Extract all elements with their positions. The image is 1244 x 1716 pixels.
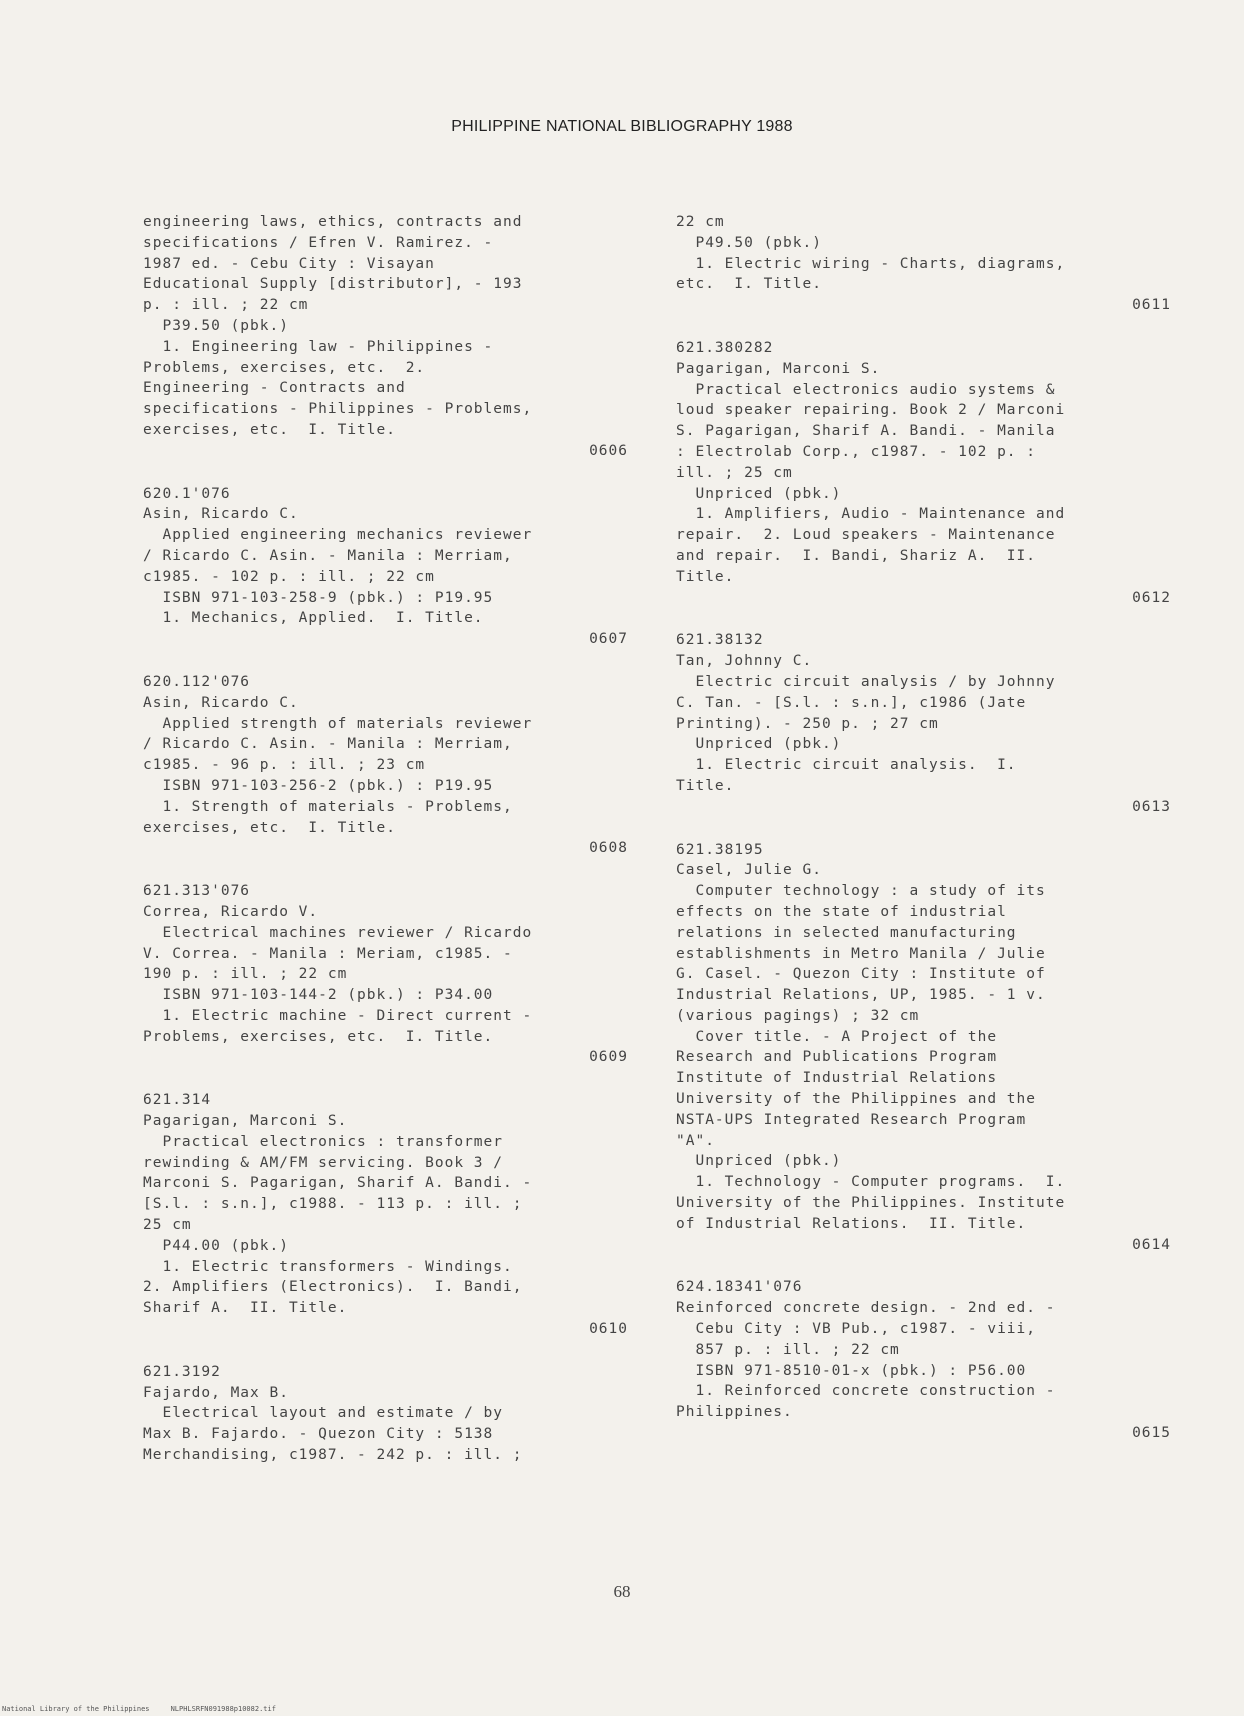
entry-line: Electrical layout and estimate / by <box>143 1405 504 1422</box>
entry-line: University of the Philippines. Institute <box>676 1195 1066 1212</box>
entry-number: 0612 <box>1132 589 1171 606</box>
entry-line: c1985. - 96 p. : ill. ; 23 cm <box>143 757 426 774</box>
entry-line: / Ricardo C. Asin. - Manila : Merriam, <box>143 547 513 564</box>
entry-line: 857 p. : ill. ; 22 cm <box>676 1341 900 1358</box>
entry-number: 0607 <box>589 631 628 648</box>
entry-line: 1. Technology - Computer programs. I. <box>676 1174 1066 1191</box>
bibliography-entry <box>676 840 1171 1256</box>
entry-line: Tan, Johnny C. <box>676 653 813 670</box>
entry-line: 621.38132 <box>676 632 764 649</box>
entry-line: of Industrial Relations. II. Title. <box>676 1215 1027 1232</box>
entry-line: G. Casel. - Quezon City : Institute of <box>676 966 1046 983</box>
entry-line: ISBN 971-8510-01-x (pbk.) : P56.00 <box>676 1362 1027 1379</box>
entry-line: Max B. Fajardo. - Quezon City : 5138 <box>143 1426 494 1443</box>
entry-line: Practical electronics audio systems & <box>676 381 1056 398</box>
entry-line: Unpriced (pbk.) <box>676 1153 842 1170</box>
entry-line: 624.18341'076 <box>676 1279 803 1296</box>
entry-line: Problems, exercises, etc. 2. <box>143 359 426 376</box>
entry-line: C. Tan. - [S.l. : s.n.], c1986 (Jate <box>676 694 1027 711</box>
entry-line: ISBN 971-103-144-2 (pbk.) : P34.00 <box>143 987 494 1004</box>
entry-line: Cebu City : VB Pub., c1987. - viii, <box>676 1321 1037 1338</box>
entry-line: 621.38195 <box>676 841 764 858</box>
entry-line: Reinforced concrete design. - 2nd ed. - <box>676 1300 1056 1317</box>
entry-line: S. Pagarigan, Sharif A. Bandi. - Manila <box>676 423 1056 440</box>
entry-line: Philippines. <box>676 1404 793 1421</box>
entry-line: 22 cm <box>676 214 725 230</box>
entry-line: 1. Mechanics, Applied. I. Title. <box>143 610 484 627</box>
entry-line: Pagarigan, Marconi S. <box>676 360 881 377</box>
right-column <box>676 212 1171 1466</box>
entry-line: establishments in Metro Manila / Julie <box>676 945 1046 962</box>
entry-line: relations in selected manufacturing <box>676 924 1017 941</box>
entry-line: / Ricardo C. Asin. - Manila : Merriam, <box>143 736 513 753</box>
entry-line: Correa, Ricardo V. <box>143 903 319 920</box>
entry-line: specifications / Efren V. Ramirez. - <box>143 234 494 251</box>
bibliography-entry <box>676 212 1171 316</box>
entry-line: ISBN 971-103-258-9 (pbk.) : P19.95 <box>143 589 494 606</box>
entry-line: ISBN 971-103-256-2 (pbk.) : P19.95 <box>143 777 494 794</box>
entry-line: etc. I. Title. <box>676 276 822 293</box>
entry-line: 620.1'076 <box>143 485 231 502</box>
entry-line: 1. Engineering law - Philippines - <box>143 338 494 355</box>
entry-line: Industrial Relations, UP, 1985. - 1 v. <box>676 987 1046 1004</box>
entry-line: 621.380282 <box>676 339 774 356</box>
entry-line: 620.112'076 <box>143 673 251 690</box>
entry-line: engineering laws, ethics, contracts and <box>143 214 523 230</box>
entry-line: loud speaker repairing. Book 2 / Marconi <box>676 402 1066 419</box>
bibliography-entry <box>143 672 628 859</box>
entry-number: 0606 <box>589 442 628 459</box>
entry-line: effects on the state of industrial <box>676 903 1007 920</box>
entry-line: Unpriced (pbk.) <box>676 485 842 502</box>
entry-line: Computer technology : a study of its <box>676 883 1046 900</box>
entry-line: 25 cm <box>143 1217 192 1234</box>
entry-number: 0610 <box>589 1321 628 1338</box>
entry-line: repair. 2. Loud speakers - Maintenance <box>676 527 1056 544</box>
entry-line: rewinding & AM/FM servicing. Book 3 / <box>143 1154 504 1171</box>
entry-line: and repair. I. Bandi, Shariz A. II. <box>676 547 1037 564</box>
entry-line: Casel, Julie G. <box>676 862 822 879</box>
bibliography-entry <box>143 212 628 462</box>
entry-line: Fajardo, Max B. <box>143 1384 289 1401</box>
bibliography-entry <box>676 630 1171 817</box>
bibliography-entry <box>143 484 628 650</box>
entry-line: 1. Electric circuit analysis. I. <box>676 757 1017 774</box>
entry-line: Practical electronics : transformer <box>143 1133 504 1150</box>
entry-line: 1. Electric transformers - Windings. <box>143 1258 513 1275</box>
entry-line: 190 p. : ill. ; 22 cm <box>143 966 348 983</box>
bibliography-entry <box>143 1362 628 1466</box>
entry-line: 1. Amplifiers, Audio - Maintenance and <box>676 506 1066 523</box>
page-header-title: PHILIPPINE NATIONAL BIBLIOGRAPHY 1988 <box>451 118 793 135</box>
entry-line: exercises, etc. I. Title. <box>143 819 396 836</box>
entry-line: P49.50 (pbk.) <box>676 234 822 251</box>
entry-number: 0609 <box>589 1049 628 1066</box>
entry-line: Electric circuit analysis / by Johnny <box>676 673 1056 690</box>
bibliography-entry <box>143 881 628 1068</box>
entry-number: 0611 <box>1132 297 1171 314</box>
entry-line: "A". <box>676 1132 715 1149</box>
entry-line: NSTA-UPS Integrated Research Program <box>676 1111 1027 1128</box>
entry-line: 621.313'076 <box>143 883 251 900</box>
entry-line: c1985. - 102 p. : ill. ; 22 cm <box>143 568 435 585</box>
entry-line: Problems, exercises, etc. I. Title. <box>143 1028 494 1045</box>
entry-line: Educational Supply [distributor], - 193 <box>143 276 523 293</box>
entry-line: Cover title. - A Project of the <box>676 1028 998 1045</box>
entry-line: 2. Amplifiers (Electronics). I. Bandi, <box>143 1279 523 1296</box>
entry-line: Title. <box>676 777 735 794</box>
entry-number: 0614 <box>1132 1236 1171 1253</box>
entry-line: Asin, Ricardo C. <box>143 694 299 711</box>
entry-line: 1. Reinforced concrete construction - <box>676 1383 1056 1400</box>
entry-line: Merchandising, c1987. - 242 p. : ill. ; <box>143 1447 523 1464</box>
left-column <box>143 212 628 1488</box>
entry-line: Unpriced (pbk.) <box>676 736 842 753</box>
scan-footer-caption: National Library of the Philippines NLPHLSRFN091988p10082.tif <box>2 1705 276 1713</box>
entry-line: 1. Electric wiring - Charts, diagrams, <box>676 255 1066 272</box>
entry-number: 0615 <box>1132 1425 1171 1442</box>
entry-line: Pagarigan, Marconi S. <box>143 1113 348 1130</box>
entry-number: 0613 <box>1132 798 1171 815</box>
entry-line: [S.l. : s.n.], c1988. - 113 p. : ill. ; <box>143 1196 523 1213</box>
entry-line: 1. Strength of materials - Problems, <box>143 798 513 815</box>
page-number: 68 <box>613 1582 631 1601</box>
entry-line: ill. ; 25 cm <box>676 464 793 481</box>
bibliography-entry <box>676 338 1171 608</box>
entry-line: Electrical machines reviewer / Ricardo <box>143 924 533 941</box>
entry-line: V. Correa. - Manila : Meriam, c1985. - <box>143 945 513 962</box>
entry-line: Research and Publications Program <box>676 1049 998 1066</box>
entry-number: 0608 <box>589 840 628 857</box>
entry-line: Asin, Ricardo C. <box>143 506 299 523</box>
entry-line: 1987 ed. - Cebu City : Visayan <box>143 255 435 272</box>
entry-line: 1. Electric machine - Direct current - <box>143 1007 533 1024</box>
entry-line: 621.3192 <box>143 1363 221 1380</box>
entry-line: p. : ill. ; 22 cm <box>143 297 309 314</box>
entry-line: : Electrolab Corp., c1987. - 102 p. : <box>676 443 1037 460</box>
entry-line: P44.00 (pbk.) <box>143 1237 289 1254</box>
entry-line: exercises, etc. I. Title. <box>143 421 396 438</box>
bibliography-entry <box>676 1277 1171 1443</box>
entry-line: Marconi S. Pagarigan, Sharif A. Bandi. - <box>143 1175 533 1192</box>
entry-line: University of the Philippines and the <box>676 1091 1037 1108</box>
entry-line: Printing). - 250 p. ; 27 cm <box>676 715 939 732</box>
entry-line: Applied strength of materials reviewer <box>143 715 533 732</box>
entry-line: Engineering - Contracts and <box>143 380 406 397</box>
entry-line: P39.50 (pbk.) <box>143 317 289 334</box>
entry-line: Sharif A. II. Title. <box>143 1300 348 1317</box>
entry-line: Institute of Industrial Relations <box>676 1070 998 1087</box>
entry-line: 621.314 <box>143 1092 212 1109</box>
entry-line: specifications - Philippines - Problems, <box>143 401 533 418</box>
bibliography-entry <box>143 1090 628 1340</box>
entry-line: Applied engineering mechanics reviewer <box>143 527 533 544</box>
entry-line: (various pagings) ; 32 cm <box>676 1007 920 1024</box>
entry-line: Title. <box>676 568 735 585</box>
